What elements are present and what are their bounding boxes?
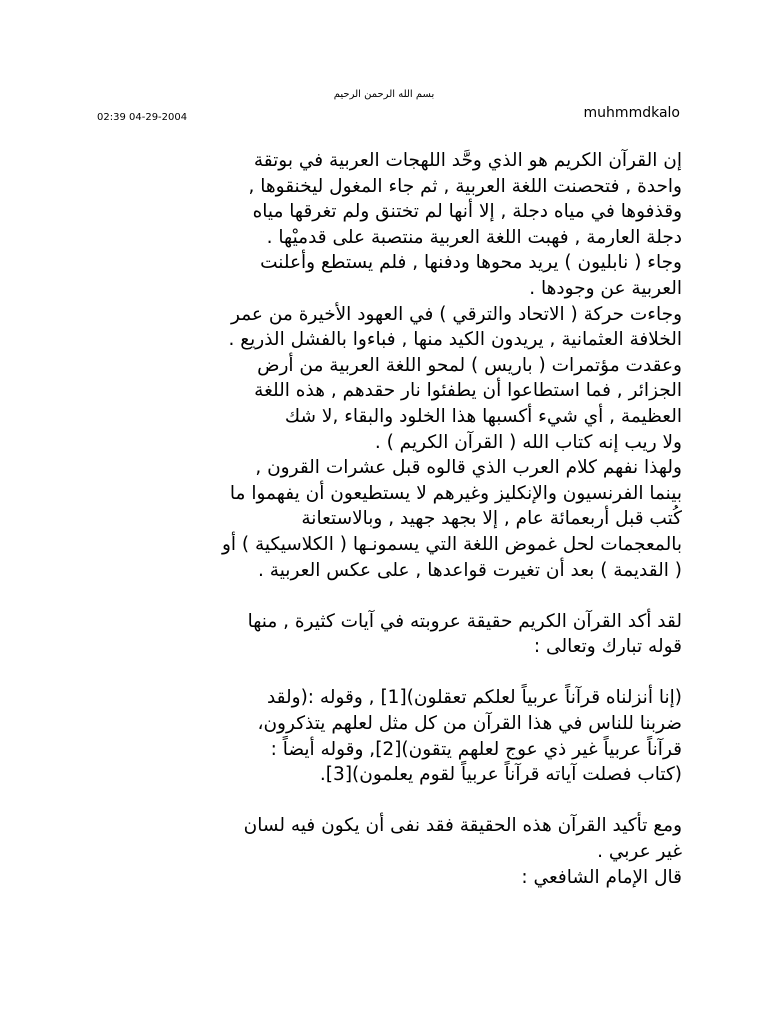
text-line: وجاءت حركة ( الاتحاد والترقي ) في العهود الأخيرة من عمر [231,303,682,325]
text-line: بينما الفرنسيون والإنكليز وغيرهم لا يستطيعون أن يفهموا ما [229,482,682,504]
text-line: قرآناً عربياً غير ذي عوج لعلهم يتقون)[2], وقوله أيضاً : [270,738,682,760]
text-line: ولا ريب إنه كتاب الله ( القرآن الكريم ) . [374,431,682,453]
text-line: العظيمة , أي شيء أكسبها هذا الخلود والبقاء ,لا شك [284,405,682,427]
post-date: 02:39 04-29-2004 [97,112,188,123]
text-line: غير عربي . [597,841,682,863]
blank-line [96,660,682,686]
text-line: ومع تأكيد القرآن هذه الحقيقة فقد نفى أن يكون فيه لسان [243,815,682,837]
blank-line [96,788,682,814]
blank-line [96,583,682,609]
text-line: الخلافة العثمانية , يريدون الكيد منها , فباءوا بالفشل الذريع . [228,329,682,351]
author-name: muhmmdkalo [583,105,680,121]
basmala-heading: بسم الله الرحمن الرحيم [333,89,435,100]
text-line: إن القرآن الكريم هو الذي وحَّد اللهجات العربية في بوتقة [253,150,682,171]
text-line: كُتب قبل أربعمائة عام , إلا بجهد جهيد , وبالاستعانة [301,508,682,530]
text-line: لقد أكد القرآن الكريم حقيقة عروبته في آيات كثيرة , منها [247,610,682,632]
text-line: وعقدت مؤتمرات ( باريس ) لمحو اللغة العربية من أرض [257,354,682,376]
text-line: دجلة العارمة , فهبت اللغة العربية منتصبة على قدميْها . [266,226,682,248]
text-line: بالمعجمات لحل غموض اللغة التي يسمونـها ( الكلاسيكية ) أو [221,533,682,555]
text-line: واحدة , فتحصنت اللغة العربية , ثم جاء المغول ليخنقوها , [248,175,682,197]
text-line: ولهذا نفهم كلام العرب الذي قالوه قبل عشرات القرون , [255,457,682,479]
text-line: ضربنا للناس في هذا القرآن من كل مثل لعلهم يتذكرون، [257,713,682,735]
text-line: قال الإمام الشافعي : [521,866,682,888]
text-line: وجاء ( نابليون ) يريد محوها ودفنها , فلم يستطع وأعلنت [260,252,682,274]
text-line: الجزائر , فما استطاعوا أن يطفئوا نار حقدهم , هذه اللغة [254,380,682,402]
text-line: العربية عن وجودها . [529,277,682,299]
text-line: ( القديمة ) بعد أن تغيرت قواعدها , على عكس العربية . [258,559,682,581]
article-body [96,148,682,890]
text-line: (كتاب فصلت آياته قرآناً عربياً لقوم يعلمون)[3]. [319,764,682,786]
text-line: قوله تبارك وتعالى : [533,636,682,658]
text-line: وقذفوها في مياه دجلة , إلا أنها لم تختنق ولم تغرقها مياه [252,201,682,223]
text-line: (إنا أنزلناه قرآناً عربياً لعلكم تعقلون)[1] , وقوله :(ولقد [266,687,682,709]
